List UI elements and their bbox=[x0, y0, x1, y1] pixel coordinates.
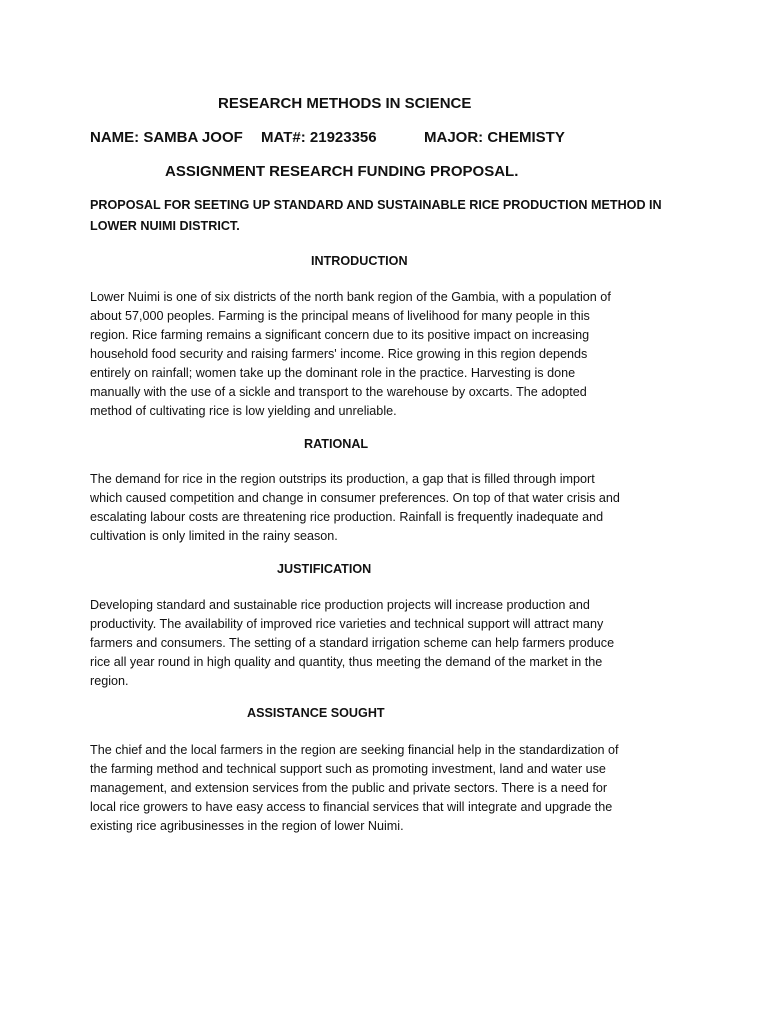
paragraph-line: about 57,000 peoples. Farming is the principal means of livelihood for many people in this bbox=[90, 309, 590, 323]
student-mat-number: MAT#: 21923356 bbox=[261, 129, 377, 146]
paragraph-line: existing rice agribusinesses in the region of lower Nuimi. bbox=[90, 819, 404, 833]
proposal-title-line: PROPOSAL FOR SEETING UP STANDARD AND SUSTAINABLE RICE PRODUCTION METHOD IN bbox=[90, 198, 662, 212]
section-heading-justification: JUSTIFICATION bbox=[277, 562, 372, 576]
paragraph-line: rice all year round in high quality and quantity, thus meeting the demand of the market in the bbox=[90, 655, 603, 669]
student-name: NAME: SAMBA JOOF bbox=[90, 129, 243, 146]
section-heading-rational: RATIONAL bbox=[304, 437, 369, 451]
paragraph-line: The chief and the local farmers in the region are seeking financial help in the standardization of bbox=[90, 743, 619, 757]
paragraph-line: Lower Nuimi is one of six districts of the north bank region of the Gambia, with a population of bbox=[90, 290, 611, 304]
paragraph-line: manually with the use of a sickle and transport to the warehouse by oxcarts. The adopted bbox=[90, 385, 587, 399]
section-body-justification bbox=[90, 596, 690, 691]
paragraph-line: which caused competition and change in consumer preferences. On top of that water crisis and bbox=[90, 491, 620, 505]
paragraph-line: region. Rice farming remains a significant concern due to its positive impact on increasing bbox=[90, 328, 590, 342]
proposal-title-line: LOWER NUIMI DISTRICT. bbox=[90, 219, 240, 233]
section-body-introduction bbox=[90, 288, 690, 421]
paragraph-line: The demand for rice in the region outstrips its production, a gap that is filled through import bbox=[90, 472, 595, 486]
student-major: MAJOR: CHEMISTY bbox=[424, 129, 565, 146]
paragraph-line: the farming method and technical support such as promoting investment, land and water use bbox=[90, 762, 606, 776]
course-title: RESEARCH METHODS IN SCIENCE bbox=[218, 95, 472, 112]
paragraph-line: cultivation is only limited in the rainy season. bbox=[90, 529, 338, 543]
paragraph-line: escalating labour costs are threatening rice production. Rainfall is frequently inadequate and bbox=[90, 510, 604, 524]
paragraph-line: entirely on rainfall; women take up the dominant role in the practice. Harvesting is done bbox=[90, 366, 576, 380]
paragraph-line: Developing standard and sustainable rice production projects will increase production and bbox=[90, 598, 590, 612]
assignment-title: ASSIGNMENT RESEARCH FUNDING PROPOSAL. bbox=[165, 163, 519, 180]
paragraph-line: household food security and raising farmers' income. Rice growing in this region depends bbox=[90, 347, 588, 361]
paragraph-line: region. bbox=[90, 674, 129, 688]
paragraph-line: local rice growers to have easy access to financial services that will integrate and upgrade the bbox=[90, 800, 613, 814]
paragraph-line: productivity. The availability of improved rice varieties and technical support will attract many bbox=[90, 617, 604, 631]
paragraph-line: method of cultivating rice is low yielding and unreliable. bbox=[90, 404, 397, 418]
section-heading-assistance-sought: ASSISTANCE SOUGHT bbox=[247, 706, 385, 720]
section-heading-introduction: INTRODUCTION bbox=[311, 254, 408, 268]
paragraph-line: farmers and consumers. The setting of a standard irrigation scheme can help farmers produce bbox=[90, 636, 615, 650]
section-body-rational bbox=[90, 470, 690, 546]
section-body-assistance-sought bbox=[90, 741, 690, 836]
proposal-title bbox=[90, 195, 680, 237]
paragraph-line: management, and extension services from the public and private sectors. There is a need for bbox=[90, 781, 608, 795]
